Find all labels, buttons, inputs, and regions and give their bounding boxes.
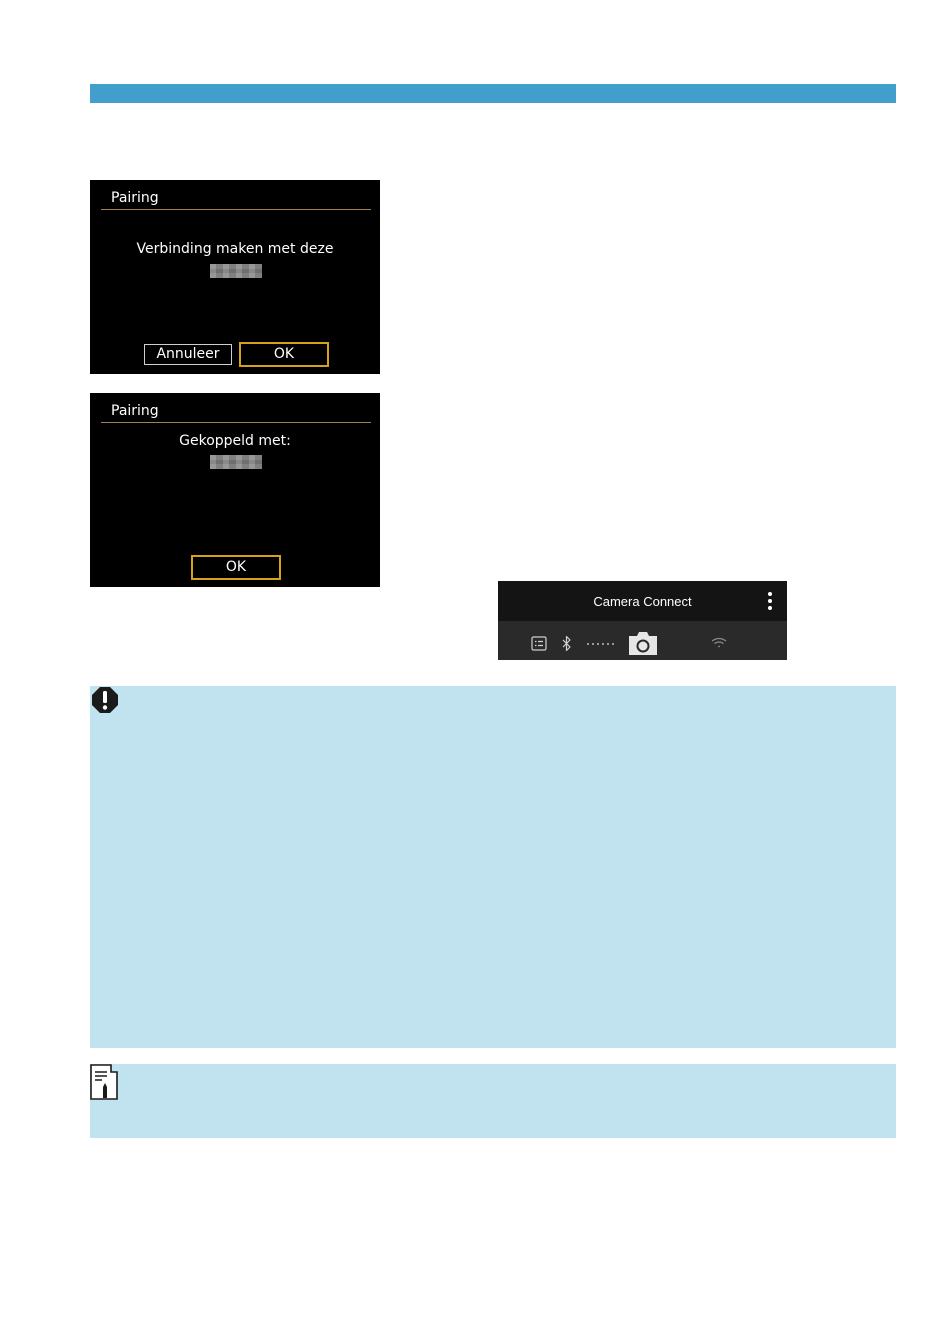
camera-connect-app-bar [498, 581, 787, 660]
screen-title: Pairing [111, 403, 159, 419]
connect-message: Verbinding maken met deze [136, 241, 334, 257]
screen-title: Pairing [111, 190, 159, 206]
blurred-device-name [210, 264, 262, 278]
wifi-icon [712, 639, 726, 648]
pairing-screen-paired [90, 393, 380, 587]
ok-button[interactable]: OK [191, 555, 281, 580]
title-divider [101, 209, 371, 210]
app-status-bar [498, 621, 787, 660]
dots-icon [587, 643, 614, 645]
memo-notice [90, 1064, 896, 1138]
caution-notice [90, 686, 896, 1048]
cancel-button[interactable]: Annuleer [144, 344, 232, 365]
memo-icon [90, 1064, 118, 1100]
paired-message: Gekoppeld met: [179, 433, 291, 449]
header-bar [90, 84, 896, 103]
blurred-device-name [210, 455, 262, 469]
ok-button[interactable]: OK [239, 342, 329, 367]
app-title: Camera Connect [593, 594, 692, 609]
camera-icon[interactable] [629, 632, 657, 655]
exclamation-icon [91, 686, 119, 714]
bluetooth-icon [563, 637, 570, 651]
pairing-screen-confirm [90, 180, 380, 374]
app-title-bar [498, 581, 787, 621]
more-options-icon[interactable] [768, 592, 773, 612]
title-divider [101, 422, 371, 423]
list-icon[interactable] [532, 637, 546, 650]
